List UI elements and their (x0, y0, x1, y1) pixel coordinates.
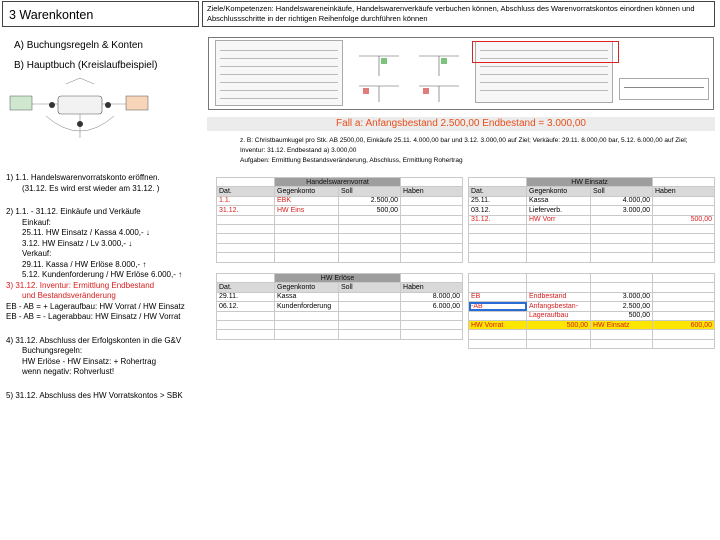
scenario-text (240, 136, 710, 166)
table-cell[interactable] (339, 302, 401, 311)
mini-highlight-frame (472, 41, 619, 63)
section-a-heading: A) Buchungsregeln & Konten (14, 40, 143, 51)
task-2-verkauf-2: 5.12. Kundenforderung / HW Erlöse 6.000,- ↑ (22, 270, 183, 279)
vorrat-header-dat: Dat. (217, 187, 275, 196)
task-1-note: (31.12. Es wird erst wieder am 31.12. ) (22, 183, 160, 193)
task-2-einkauf-label: Einkauf: (22, 217, 51, 227)
scenario-line-1: z. B: Christbaumkugel pro Stk. AB 2500,00, Einkäufe 25.11. 4.000,00 bar und 3.12. 3.000,00 auf Ziel; Verkäufe: 29.11. 8.000,00 bar, 5.12. 6.000,00 auf Ziel; Inventur: 31.12. Endbestand a) 3.000,00 (240, 137, 688, 154)
table-cell[interactable] (653, 206, 715, 215)
task-2-verkauf-label: Verkauf: (22, 249, 52, 258)
table-cell[interactable]: Kassa (275, 292, 339, 301)
einsatz-header-haben: Haben (653, 187, 715, 196)
task-2-einkauf-2: 3.12. HW Einsatz / Lv 3.000,- ↓ (22, 238, 133, 248)
table-cell[interactable]: Lieferverb. (527, 206, 591, 215)
erloese-header-soll: Soll (339, 283, 401, 292)
table-cell[interactable]: 8.000,00 (401, 292, 463, 301)
table-cell[interactable]: Anfangsbestan- (527, 302, 591, 311)
calc-table (468, 273, 715, 349)
table-cell[interactable]: 3.000,00 (591, 206, 653, 215)
table-cell[interactable]: EBK (275, 196, 339, 205)
table-cell[interactable]: Kundenforderung (275, 302, 339, 311)
erloese-header-haben: Haben (401, 283, 463, 292)
table-cell-selected[interactable]: -AB (469, 302, 527, 311)
einsatz-header-gegenkonto: Gegenkonto (527, 187, 591, 196)
table-cell[interactable]: 31.12. (469, 215, 527, 224)
task-list (6, 173, 211, 401)
mini-table-left (215, 40, 343, 106)
table-cell[interactable]: 500,00 (527, 320, 591, 329)
table-cell[interactable]: 06.12. (217, 302, 275, 311)
einsatz-title: HW Einsatz (527, 178, 653, 187)
mini-t-account-diagram (349, 42, 469, 104)
task-2-verkauf-1: 29.11. Kassa / HW Erlöse 8.000,- ↑ (22, 259, 147, 269)
einsatz-header-dat: Dat. (469, 187, 527, 196)
task-3-title: 3) 31.12. Inventur: Ermittlung Endbestand (6, 280, 155, 290)
table-cell[interactable]: Endbestand (527, 292, 591, 301)
erloese-header-dat: Dat. (217, 283, 275, 292)
mini-ledger-thumbnail (208, 37, 714, 110)
task-5-title: 5) 31.12. Abschluss des HW Vorratskontos > SBK (6, 390, 183, 400)
erloese-title: HW Erlöse (275, 274, 401, 283)
table-cell[interactable]: 2.500,00 (339, 196, 401, 205)
page-title-box (2, 1, 199, 27)
table-cell[interactable]: 29.11. (217, 292, 275, 301)
task-2-einkauf-1: 25.11. HW Einsatz / Kassa 4.000,- ↓ (22, 228, 150, 237)
mini-t-accounts-small (619, 78, 709, 100)
task-3-rule-plus: EB - AB = + Lageraufbau: HW Vorrat / HW Einsatz (6, 301, 185, 311)
task-4-title: 4) 31.12. Abschluss der Erfolgskonten in die G&V (6, 335, 182, 345)
goals-text: Ziele/Kompetenzen: Handelswareneinkäufe, Handelswarenverkäufe verbuchen können, Abschluss des Warenvorratskontos einordnen können und Abschlussschritte in der richtigen Reihenfolge durchführen können (207, 4, 695, 23)
table-cell[interactable]: 500,00 (591, 311, 653, 320)
section-b-heading: B) Hauptbuch (Kreislaufbeispiel) (14, 60, 158, 71)
task-1-title: 1) 1.1. Handelswarenvorratskonto eröffnen. (6, 173, 160, 182)
table-cell[interactable] (653, 196, 715, 205)
vorrat-header-gegenkonto: Gegenkonto (275, 187, 339, 196)
task-4-rule-2: wenn negativ: Rohverlust! (22, 367, 115, 376)
table-cell[interactable]: 03.12. (469, 206, 527, 215)
table-cell[interactable]: 500,00 (653, 215, 715, 224)
page-title: 3 Warenkonten (9, 8, 94, 22)
case-banner: Fall a: Anfangsbestand 2.500,00 Endbestand = 3.000,00 (207, 117, 715, 131)
erloese-header-gegenkonto: Gegenkonto (275, 283, 339, 292)
table-cell[interactable]: 25.11. (469, 196, 527, 205)
task-2-title: 2) 1.1. - 31.12. Einkäufe und Verkäufe (6, 207, 141, 216)
table-cell[interactable]: 1.1. (217, 196, 275, 205)
table-cell[interactable]: HW Vorr (527, 215, 591, 224)
table-cell[interactable]: Lageraufbau (527, 311, 591, 320)
table-cell[interactable]: HW Eins (275, 206, 339, 215)
erloese-table (216, 273, 463, 340)
table-cell[interactable]: HW Vorrat (469, 320, 527, 329)
table-cell[interactable] (591, 215, 653, 224)
einsatz-table (468, 177, 715, 263)
table-cell[interactable]: 2.500,00 (591, 302, 653, 311)
task-4-rule-1: HW Erlöse - HW Einsatz: + Rohertrag (22, 356, 157, 366)
scenario-line-2: Aufgaben: Ermittlung Bestandsveränderung, Abschluss, Ermittlung Rohertrag (240, 157, 463, 164)
vorrat-title: Handelswarenvorrat (275, 178, 401, 187)
vorrat-header-soll: Soll (339, 187, 401, 196)
cycle-diagram (6, 76, 154, 156)
table-cell[interactable]: 600,00 (653, 320, 715, 329)
table-cell[interactable] (401, 196, 463, 205)
table-cell[interactable] (339, 292, 401, 301)
summary-row (469, 320, 715, 329)
table-cell[interactable]: 4.000,00 (591, 196, 653, 205)
task-4-rules-label: Buchungsregeln: (22, 346, 83, 355)
vorrat-table (216, 177, 463, 263)
table-cell[interactable]: Kassa (527, 196, 591, 205)
table-cell[interactable]: 6.000,00 (401, 302, 463, 311)
goals-box (202, 1, 715, 27)
task-3-subtitle: und Bestandsveränderung (22, 291, 116, 300)
table-cell[interactable]: 3.000,00 (591, 292, 653, 301)
task-3-rule-minus: EB - AB = - Lagerabbau: HW Einsatz / HW Vorrat (6, 312, 181, 321)
table-cell[interactable]: EB (469, 292, 527, 301)
table-cell[interactable]: 31.12. (217, 206, 275, 215)
table-cell[interactable]: 500,00 (339, 206, 401, 215)
table-cell[interactable]: HW Einsatz (591, 320, 653, 329)
einsatz-header-soll: Soll (591, 187, 653, 196)
ledger-spreadsheet (216, 177, 714, 350)
table-cell[interactable] (401, 206, 463, 215)
vorrat-header-haben: Haben (401, 187, 463, 196)
